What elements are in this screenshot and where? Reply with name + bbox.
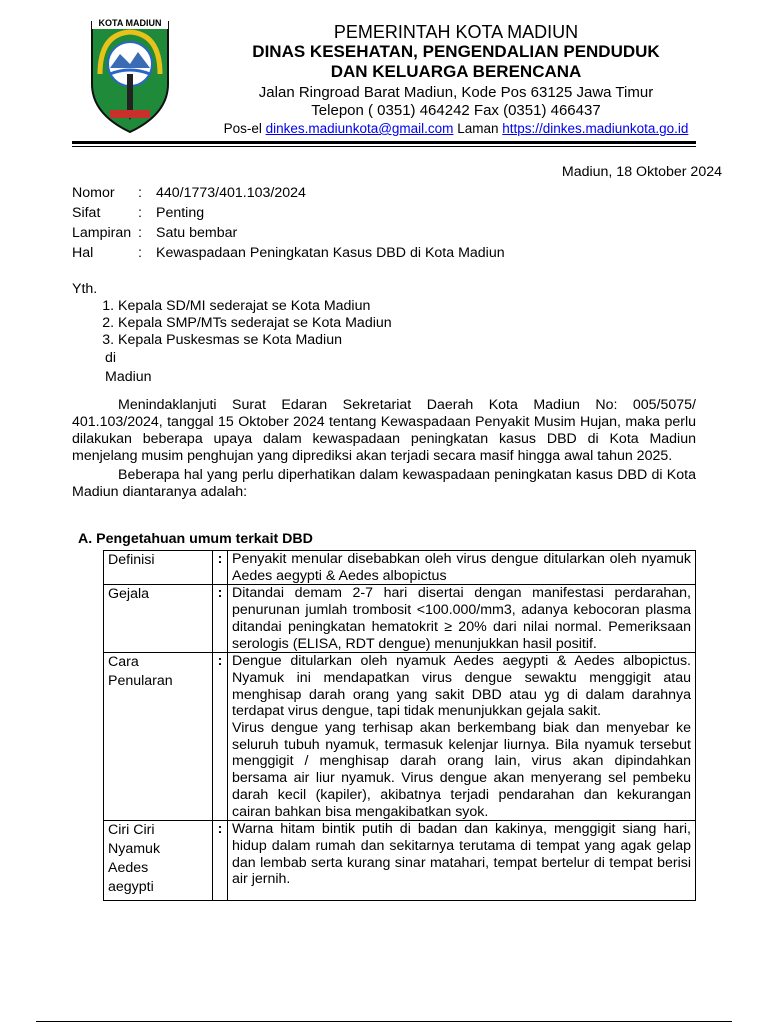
email-label: Pos-el <box>223 121 262 136</box>
row-value: Ditandai demam 2-7 hari disertai dengan manifestasi perdarahan, penurunan jumlah trombosit <100.000/mm3, adanya kebocoran plasma ditandai peningkatan hematokrit ≥ 20% dari nilai normal. Pemeriksaan serologis (ELISA, RDT dengue) menunjukkan hasil positif. <box>228 585 696 653</box>
email-link[interactable]: dinkes.madiunkota@gmail.com <box>265 121 454 136</box>
emblem-text: KOTA MADIUN <box>98 18 162 28</box>
letterhead <box>196 22 716 137</box>
table-row <box>104 653 696 821</box>
row-value: Penyakit menular disebabkan oleh virus dengue ditularkan oleh nyamuk Aedes aegypti & Aedes albopictus <box>228 551 696 585</box>
paragraph: Beberapa hal yang perlu diperhatikan dalam kewaspadaan peningkatan kasus DBD di Kota Madiun diantaranya adalah: <box>72 467 696 500</box>
web-link[interactable]: https://dinkes.madiunkota.go.id <box>502 121 689 136</box>
meta-row <box>72 203 505 223</box>
row-key: Cara Penularan <box>104 653 213 821</box>
meta-colon: : <box>138 245 142 261</box>
list-item: 3. Kepala Puskesmas se Kota Madiun <box>118 332 392 349</box>
meta-key: Nomor <box>72 185 115 201</box>
address: Jalan Ringroad Barat Madiun, Kode Pos 63125 Jawa Timur <box>258 84 654 101</box>
meta-key: Sifat <box>72 205 101 221</box>
letter-body <box>72 397 696 501</box>
meta-key: Hal <box>72 245 94 261</box>
meta-colon: : <box>138 225 142 241</box>
row-colon: : <box>213 653 228 821</box>
di-label: di <box>105 350 117 366</box>
page-bottom-rule <box>36 1021 732 1022</box>
place-label: Madiun <box>105 369 152 385</box>
web-label: Laman <box>457 121 499 136</box>
section-heading: A. Pengetahuan umum terkait DBD <box>78 531 313 547</box>
government-name: PEMERINTAH KOTA MADIUN <box>333 22 579 42</box>
row-value-part: Dengue ditularkan oleh nyamuk Aedes aegypti & Aedes albopictus. Nyamuk ini mendapatkan virus dengue sewaktu menggigit atau menghisap darah orang yang sakit DBD atau yg di dalam darahnya terdapat virus dengue, tapi tidak menunjukkan gejala sakit. <box>232 653 691 720</box>
row-key: Definisi <box>104 551 213 585</box>
phone: Telepon ( 0351) 464242 Fax (0351) 466437 <box>311 102 601 119</box>
list-item: 2. Kepala SMP/MTs sederajat se Kota Madiun <box>118 315 392 332</box>
row-value-part: Virus dengue yang terhisap akan berkembang biak dan menyebar ke seluruh tubuh nyamuk, termasuk kelenjar liurnya. Bila nyamuk tersebut menggigit / menghisap darah orang lain, virus akan dipindahkan bersama air liur nyamuk. Virus dengue akan menyerang sel pembeku darah kecil (kapiler), akibatnya terjadi pendarahan dan kekurangan cairan bahkan bisa mengakibatkan syok. <box>232 720 691 820</box>
meta-key: Lampiran <box>72 225 132 241</box>
list-item: 1. Kepala SD/MI sederajat se Kota Madiun <box>118 298 392 315</box>
addressee-list <box>72 298 392 349</box>
agency-name: DINAS KESEHATAN, PENGENDALIAN PENDUDUK <box>252 42 660 61</box>
agency-name-2: DAN KELUARGA BERENCANA <box>330 62 582 81</box>
dbd-info-table <box>103 550 696 901</box>
header-rule-thin <box>72 146 696 147</box>
meta-value: Penting <box>156 205 205 221</box>
row-colon: : <box>213 585 228 653</box>
row-colon: : <box>213 821 228 901</box>
meta-value: 440/1773/401.103/2024 <box>156 185 306 201</box>
letter-meta <box>72 183 505 263</box>
row-value: Warna hitam bintik putih di badan dan kakinya, menggigit siang hari, hidup dalam rumah dan sekitarnya terutama di tempat yang agak gelap dan lembab serta kurang sinar matahari, tempat bertelur di tempat berisi air jernih. <box>228 821 696 901</box>
meta-value: Kewaspadaan Peningkatan Kasus DBD di Kota Madiun <box>156 245 505 261</box>
table-row <box>104 821 696 901</box>
meta-value: Satu bembar <box>156 225 238 241</box>
table-row <box>104 585 696 653</box>
meta-colon: : <box>138 185 142 201</box>
meta-colon: : <box>138 205 142 221</box>
row-key: Ciri Ciri Nyamuk Aedes aegypti <box>104 821 213 901</box>
row-value <box>228 653 696 821</box>
yth-label: Yth. <box>72 281 98 297</box>
meta-row <box>72 243 505 263</box>
paragraph: Menindaklanjuti Surat Edaran Sekretariat Daerah Kota Madiun No: 005/5075/ 401.103/2024, tanggal 15 Oktober 2024 tentang Kewaspadaan Penyakit Musim Hujan, maka perlu dilakukan beberapa upaya dalam kewaspadaan peningkatan kasus DBD di Kota Madiun menjelang musim penghujan yang diprediksi akan terjadi secara masif hingga awal tahun 2025. <box>72 397 696 464</box>
header-rule <box>72 141 696 144</box>
meta-row <box>72 183 505 203</box>
city-emblem <box>80 14 180 136</box>
letter-date: Madiun, 18 Oktober 2024 <box>561 164 722 180</box>
row-key: Gejala <box>104 585 213 653</box>
addressees <box>72 281 392 387</box>
contact-line <box>196 120 716 137</box>
table-row <box>104 551 696 585</box>
row-colon: : <box>213 551 228 585</box>
meta-row <box>72 223 505 243</box>
